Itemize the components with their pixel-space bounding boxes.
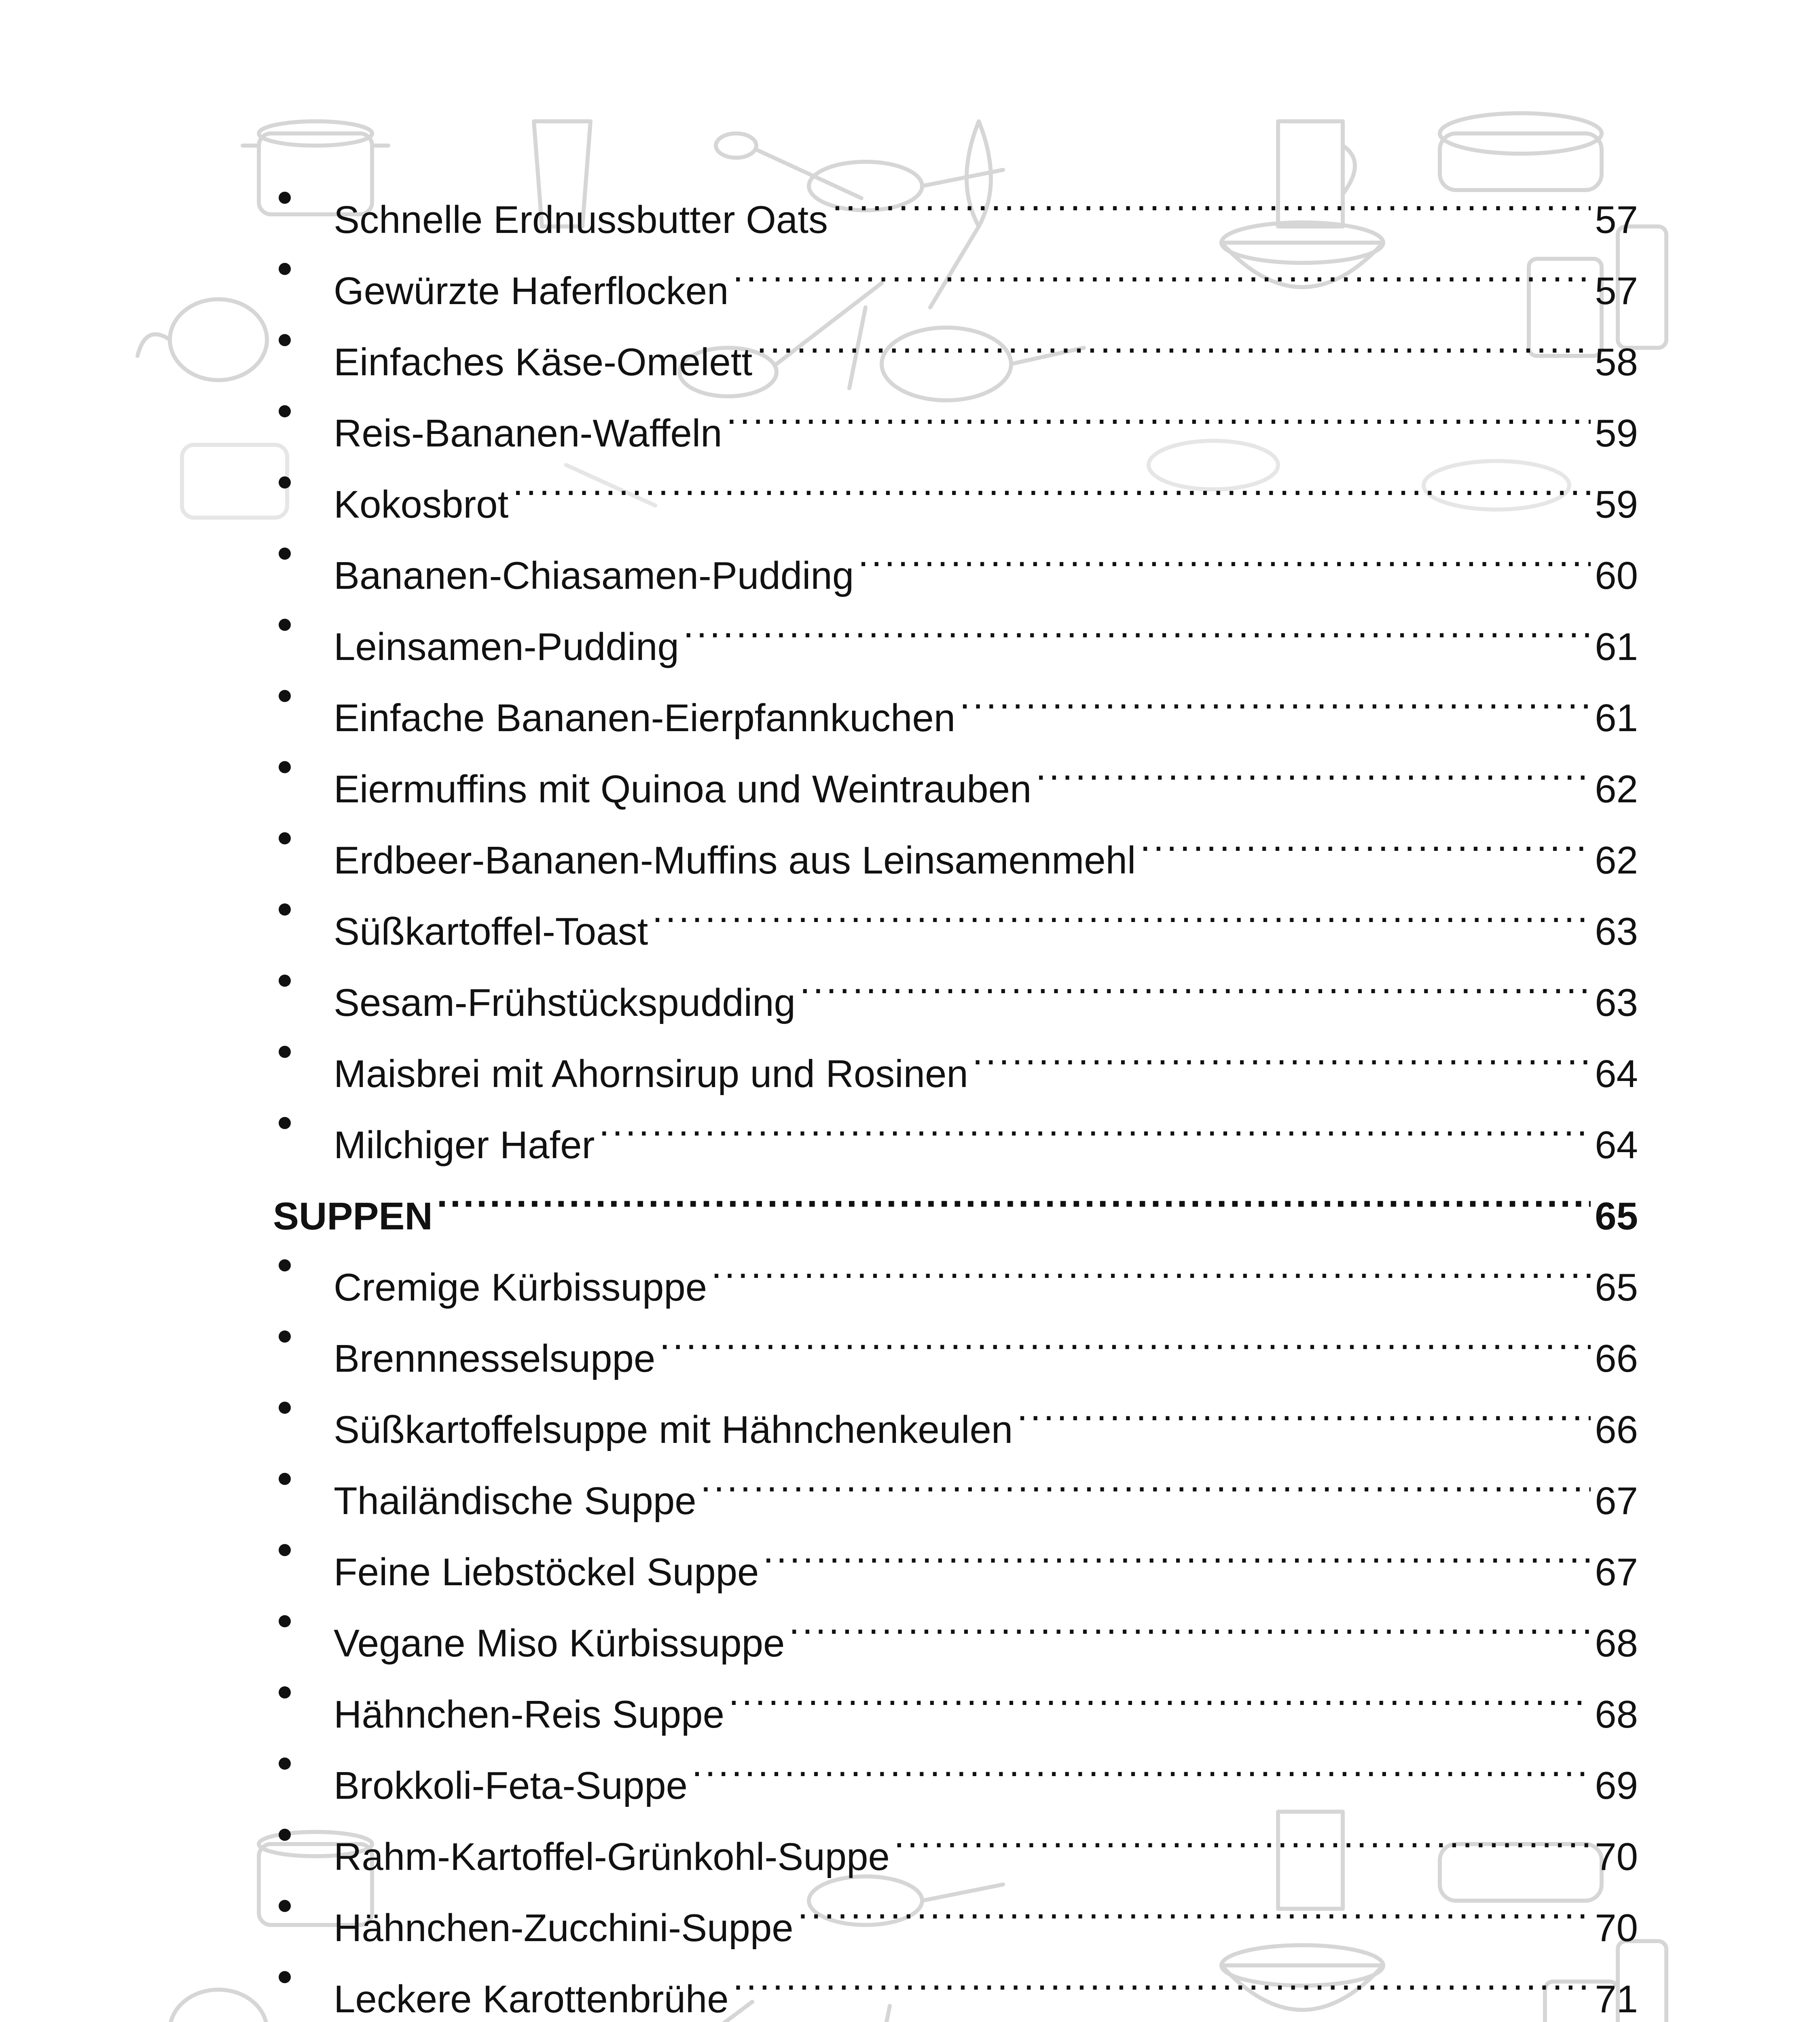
bullet-icon — [273, 1229, 334, 1301]
toc-entry[interactable] — [273, 1728, 1638, 1807]
bullet-icon — [273, 1585, 334, 1656]
page-number: 66 — [1595, 1337, 1638, 1380]
toc-entry[interactable] — [273, 446, 1638, 526]
entry-title: Leckere Karottenbrühe — [334, 1978, 729, 2021]
teapot-doodle-bottom — [138, 1990, 267, 2022]
bullet-icon — [273, 518, 334, 589]
toc-entry[interactable] — [273, 589, 1638, 668]
entry-title: Bananen-Chiasamen-Pudding — [334, 554, 854, 597]
dot-leader — [959, 660, 1591, 731]
table-of-contents — [273, 162, 1638, 2021]
entry-title: Brennnesselsuppe — [334, 1337, 656, 1380]
entry-title: Erdbeer-Bananen-Muffins aus Leinsamenmehl — [334, 839, 1136, 882]
entry-title: Cremige Kürbissuppe — [334, 1266, 707, 1309]
bullet-icon — [273, 1799, 334, 1870]
bullet-icon — [273, 1656, 334, 1728]
entry-title: Kokosbrot — [334, 483, 509, 526]
page-number: 68 — [1595, 1622, 1638, 1665]
entry-title: Gewürzte Haferflocken — [334, 269, 729, 313]
toc-entry[interactable] — [273, 1229, 1638, 1309]
dot-leader — [800, 945, 1591, 1016]
entry-title: Einfache Bananen-Eierpfannkuchen — [334, 696, 956, 740]
toc-entry[interactable] — [273, 1443, 1638, 1523]
bullet-icon — [273, 945, 334, 1016]
entry-title: Maisbrei mit Ahornsirup und Rosinen — [334, 1052, 968, 1096]
dot-leader — [763, 1514, 1591, 1585]
page-number: 59 — [1595, 483, 1638, 526]
page-number: 64 — [1595, 1052, 1638, 1096]
bullet-icon — [273, 731, 334, 802]
entry-title: Hähnchen-Zucchini-Suppe — [334, 1906, 794, 1950]
entry-title: Brokkoli-Feta-Suppe — [334, 1764, 688, 1807]
bullet-icon — [273, 446, 334, 518]
page-number: 61 — [1595, 696, 1638, 740]
section-title: SUPPEN — [273, 1195, 433, 1238]
dot-leader — [700, 1443, 1591, 1514]
dot-leader — [728, 1656, 1591, 1728]
bullet-icon — [273, 233, 334, 304]
page-number: 63 — [1595, 910, 1638, 953]
bullet-icon — [273, 1941, 334, 2012]
dot-leader — [652, 874, 1591, 945]
bullet-icon — [273, 1443, 334, 1514]
bullet-icon — [273, 162, 334, 233]
bullet-icon — [273, 660, 334, 731]
toc-section-heading[interactable] — [273, 1158, 1638, 1238]
entry-title: Reis-Bananen-Waffeln — [334, 412, 722, 455]
page-number: 70 — [1595, 1835, 1638, 1878]
toc-entry[interactable] — [273, 304, 1638, 384]
toc-entry[interactable] — [273, 731, 1638, 811]
entry-title: Süßkartoffelsuppe mit Hähnchenkeulen — [334, 1408, 1013, 1451]
page-number: 62 — [1595, 839, 1638, 882]
toc-entry[interactable] — [273, 1799, 1638, 1878]
bullet-icon — [273, 1301, 334, 1372]
toc-entry[interactable] — [273, 375, 1638, 455]
bullet-icon — [273, 1087, 334, 1158]
dot-leader — [599, 1087, 1591, 1158]
bullet-icon — [273, 802, 334, 874]
entry-title: Sesam-Frühstückspudding — [334, 981, 796, 1024]
bullet-icon — [273, 1514, 334, 1585]
toc-entry[interactable] — [273, 945, 1638, 1024]
entry-title: Süßkartoffel-Toast — [334, 910, 648, 953]
dot-leader — [692, 1728, 1591, 1799]
entry-title: Feine Liebstöckel Suppe — [334, 1550, 759, 1594]
toc-entry[interactable] — [273, 233, 1638, 313]
toc-entry[interactable] — [273, 162, 1638, 241]
page-number: 59 — [1595, 412, 1638, 455]
toc-entry[interactable] — [273, 518, 1638, 597]
dot-leader — [798, 1870, 1591, 1941]
toc-entry[interactable] — [273, 802, 1638, 882]
toc-entry[interactable] — [273, 1301, 1638, 1380]
dot-leader — [832, 162, 1591, 233]
toc-entry[interactable] — [273, 874, 1638, 953]
bullet-icon — [273, 304, 334, 375]
bullet-icon — [273, 874, 334, 945]
teapot-doodle-left — [138, 299, 267, 380]
toc-entry[interactable] — [273, 1087, 1638, 1167]
page-number: 60 — [1595, 554, 1638, 597]
dot-leader — [711, 1229, 1591, 1301]
bullet-icon — [273, 1728, 334, 1799]
dot-leader — [683, 589, 1591, 660]
dot-leader — [789, 1585, 1591, 1656]
page-number: 57 — [1595, 198, 1638, 241]
page-number: 63 — [1595, 981, 1638, 1024]
toc-entry[interactable] — [273, 1941, 1638, 2021]
page-number: 70 — [1595, 1906, 1638, 1950]
dot-leader — [972, 1016, 1591, 1087]
bullet-icon — [273, 1016, 334, 1087]
page-number: 62 — [1595, 768, 1638, 811]
entry-title: Hähnchen-Reis Suppe — [334, 1693, 724, 1736]
dot-leader — [659, 1301, 1591, 1372]
toc-entry[interactable] — [273, 1372, 1638, 1451]
dot-leader — [1017, 1372, 1591, 1443]
toc-entry[interactable] — [273, 1585, 1638, 1665]
page-number: 64 — [1595, 1123, 1638, 1167]
page-number: 67 — [1595, 1550, 1638, 1594]
toc-entry[interactable] — [273, 1870, 1638, 1950]
bullet-icon — [273, 1870, 334, 1941]
toc-entry[interactable] — [273, 1514, 1638, 1594]
entry-title: Vegane Miso Kürbissuppe — [334, 1622, 785, 1665]
dot-leader — [756, 304, 1591, 375]
page-number: 71 — [1595, 1978, 1638, 2021]
dot-leader — [437, 1158, 1591, 1229]
dot-leader — [726, 375, 1591, 446]
dot-leader — [732, 233, 1591, 304]
entry-title: Milchiger Hafer — [334, 1123, 595, 1167]
bullet-icon — [273, 589, 334, 660]
page-number: 65 — [1595, 1266, 1638, 1309]
dot-leader — [512, 446, 1591, 518]
page-number: 57 — [1595, 269, 1638, 313]
entry-title: Rahm-Kartoffel-Grünkohl-Suppe — [334, 1835, 890, 1878]
page-number: 61 — [1595, 625, 1638, 668]
page-number: 68 — [1595, 1693, 1638, 1736]
entry-title: Eiermuffins mit Quinoa und Weintrauben — [334, 768, 1032, 811]
page-number: 66 — [1595, 1408, 1638, 1451]
toc-entry[interactable] — [273, 1016, 1638, 1096]
toc-entry[interactable] — [273, 660, 1638, 740]
dot-leader — [1035, 731, 1591, 802]
dot-leader — [858, 518, 1591, 589]
bullet-icon — [273, 1372, 334, 1443]
page-number: 65 — [1595, 1195, 1638, 1238]
dot-leader — [733, 1941, 1591, 2012]
page-number: 67 — [1595, 1479, 1638, 1523]
page-number: 69 — [1595, 1764, 1638, 1807]
entry-title: Thailändische Suppe — [334, 1479, 696, 1523]
page-number: 58 — [1595, 341, 1638, 384]
bullet-icon — [273, 375, 334, 446]
entry-title: Einfaches Käse-Omelett — [334, 341, 753, 384]
entry-title: Leinsamen-Pudding — [334, 625, 679, 668]
entry-title: Schnelle Erdnussbutter Oats — [334, 198, 828, 241]
dot-leader — [1140, 802, 1591, 874]
toc-entry[interactable] — [273, 1656, 1638, 1736]
dot-leader — [894, 1799, 1591, 1870]
